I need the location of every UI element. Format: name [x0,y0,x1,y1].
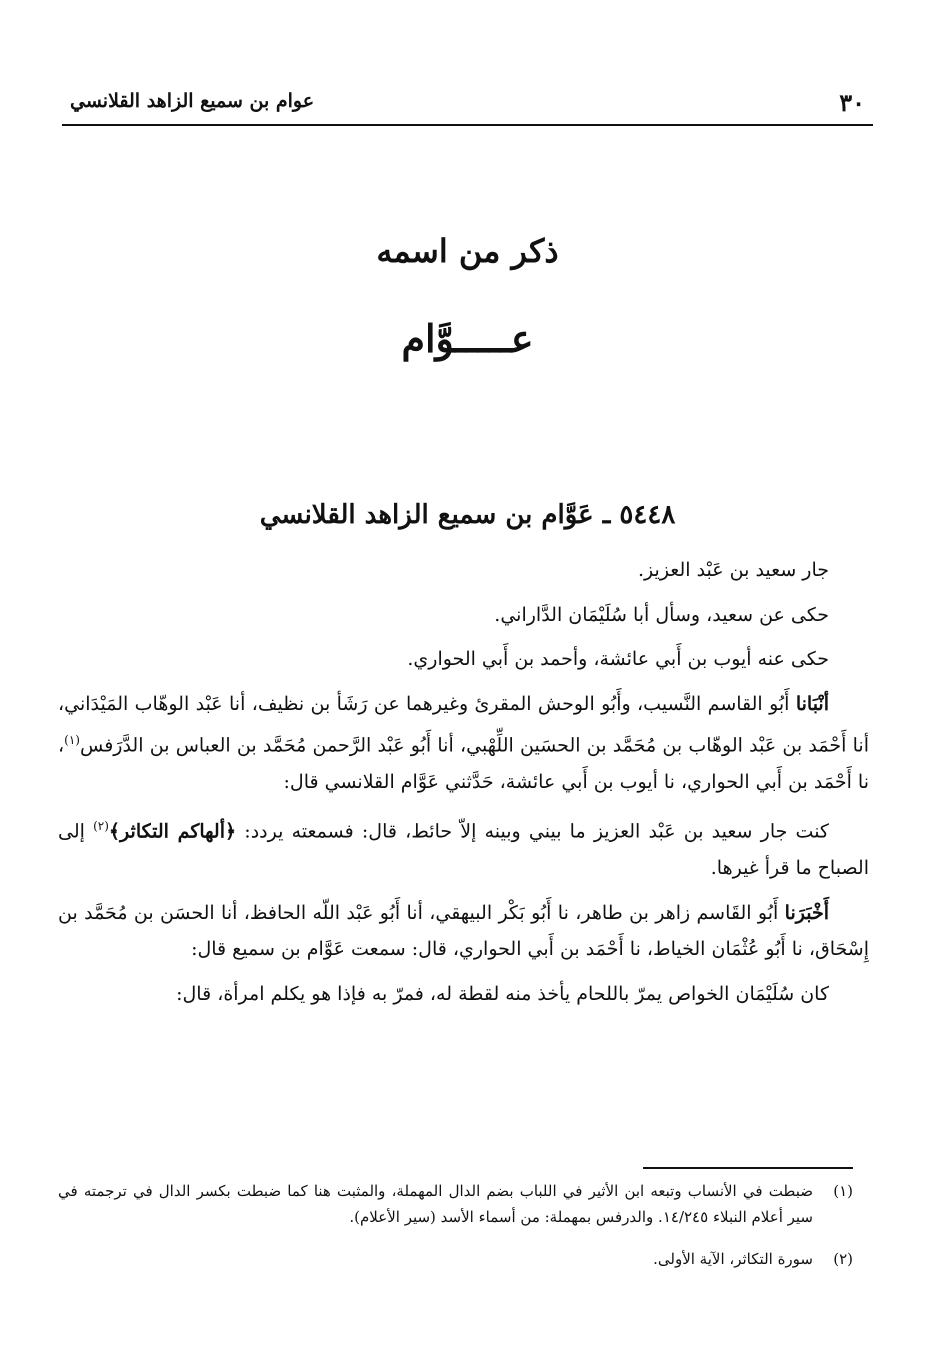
paragraph [58,597,869,634]
paragraph [58,641,869,678]
narration-paragraph [58,808,869,886]
footnote-text: ضبطت في الأنساب وتبعه ابن الأثير في اللباب بضم الدال المهملة، والمثبت هنا كما ضبطت بكسر الدال في ترجمته في سير أعلام النبلاء ١٤/٢٤٥. والدرفس بمهملة: من أسماء الأسد (سير الأعلام). [58,1182,813,1226]
footnote-divider [643,1167,853,1169]
footnote [58,1246,853,1272]
entry-body [58,552,869,1020]
footnote-number: (١) [833,1182,853,1200]
paragraph-text: كنت جار سعيد بن عَبْد العزيز ما بيني وبينه إلاّ حائط، قال: فسمعته يردد: [236,820,829,843]
running-header [62,80,873,126]
paragraph [58,552,869,589]
paragraph-text: حكى عن سعيد، وسأل أبا سُلَيْمَان الدَّاراني. [494,603,829,626]
running-title: عوام بن سميع الزاهد القلانسي [70,90,315,112]
paragraph-text: ، نا أَحْمَد بن أَبي الحواري، نا أيوب بن أَبي عائشة، حَدَّثني عَوَّام القلانسي قال: [58,734,869,793]
footnote-text: سورة التكاثر، الآية الأولى. [653,1250,813,1268]
paragraph-text: كان سُلَيْمَان الخواص يمرّ باللحام يأخذ منه لقطة له، فمرّ به فإذا هو يكلم امرأة، قال: [176,982,829,1005]
page-number: ٣٠ [839,88,865,117]
quran-quote: ﴿ألهاكم التكاثر﴾ [108,820,237,843]
transmission-keyword: أَخْبَرَنا [784,901,829,924]
narration-paragraph [58,976,869,1013]
footnote-ref: (٢) [93,819,109,834]
paragraph-text: أَبُو القاسم النَّسيب، وأَبُو الوحش المقرئ وغيرهما عن رَشَأ بن نظيف، أنا عَبْد الوهّاب المَيْدَاني، أنا أَحْمَد بن عَبْد الوهّاب بن مُحَمَّد بن الحسَين اللِّهْبي، أنا أَبُو عَبْد الرَّحمن مُحَمَّد بن العباس بن الدَّرَفس [58,692,869,757]
footnote-ref: (١) [64,733,80,747]
paragraph-text: أَبُو القَاسم زاهر بن طاهر، نا أَبُو بَكْر البيهقي، أنا أَبُو عَبْد اللّه الحافظ، أنا الحسَن بن مُحَمَّد بن إِسْحَاق، نا أَبُو عُثْمَان الخياط، نا أَحْمَد بن أَبي الحواري، قال: سمعت عَوَّام بن سميع قال: [58,901,869,961]
isnad-paragraph [58,686,869,801]
section-title: ذكر من اسمه [376,232,559,270]
paragraph-text: إلى الصباح ما قرأ غيرها. [58,820,869,880]
footnotes [58,1178,853,1288]
paragraph-text: حكى عنه أيوب بن أَبي عائشة، وأحمد بن أَبي الحواري. [407,648,829,670]
paragraph-text: جار سعيد بن عَبْد العزيز. [638,559,829,581]
footnote-number: (٢) [833,1250,853,1268]
footnote [58,1178,853,1230]
entry-title: ٥٤٤٨ ـ عَوَّام بن سميع الزاهد القلانسي [259,500,676,530]
isnad-paragraph [58,895,869,968]
chapter-name: عـــــوَّام [401,316,534,361]
transmission-keyword: أنْبَانا [795,692,829,715]
